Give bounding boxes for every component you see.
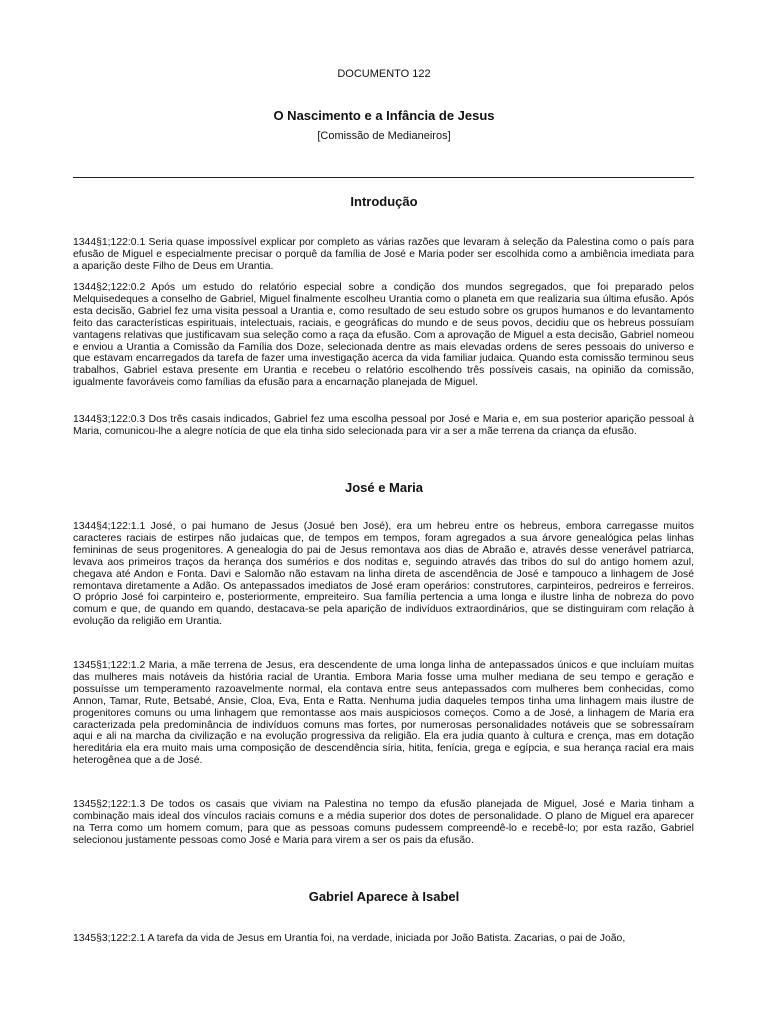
section-heading-introducao: Introdução — [350, 194, 418, 209]
paragraph: 1344§3;122:0.3 Dos três casais indicados, Gabriel fez uma escolha pessoal por José e Maria e, em sua posterior aparição pessoal à Maria, comunicou-lhe a alegre notícia de que ela tinha sido selecionada para vir a ser a mãe terrena da criança da efusão. — [73, 414, 694, 437]
document-number: DOCUMENTO 122 — [337, 68, 431, 80]
paragraph: 1344§2;122:0.2 Após um estudo do relatório especial sobre a condição dos mundos segregados, que foi preparado pelos Melquisedeques a conselho de Gabriel, Miguel finalmente escolheu Urantia como o planeta em que realizaria sua última efusão. Após esta decisão, Gabriel fez uma visita pessoal a Urantia e, como resultado de seu estudo sobre os grupos humanos e do levantamento feito das características espirituais, intelectuais, raciais, e geográficas do mundo e de seus povos, decidiu que os hebreus possuíam vantagens relativas que justificavam sua seleção como a raça da efusão. Com a aprovação de Miguel a esta decisão, Gabriel nomeou e enviou a Urantia a Comissão da Família dos Doze, selecionada dentre as mais elevadas ordens de seres pessoais do universo e que estavam encarregados da tarefa de fazer uma investigação acerca da vida familiar judaica. Quando esta comissão terminou seus trabalhos, Gabriel estava presente em Urantia e recebeu o relatório escolhendo três possíveis casais, na opinião da comissão, igualmente favoráveis como famílias da efusão para a encarnação planejada de Miguel. — [73, 282, 694, 389]
paragraph: 1345§3;122:2.1 A tarefa da vida de Jesus em Urantia foi, na verdade, iniciada por João Batista. Zacarias, o pai de João, — [73, 933, 626, 944]
horizontal-divider — [73, 177, 694, 178]
paragraph: 1344§1;122:0.1 Seria quase impossível explicar por completo as várias razões que levaram à seleção da Palestina como o país para efusão de Miguel e especialmente precisar o porquê da família de José e Maria poder ser escolhida como a ambiência imediata para a aparição deste Filho de Deus em Urantia. — [73, 237, 694, 272]
paragraph: 1345§1;122:1.2 Maria, a mãe terrena de Jesus, era descendente de uma longa linha de antepassados únicos e que incluíam muitas das mulheres mais notáveis da história racial de Urantia. Embora Maria fosse uma mulher mediana de seu tempo e geração e possuísse um temperamento razoavelmente normal, ela contava entre seus antepassados com mulheres bem conhecidas, como Annon, Tamar, Rute, Betsabé, Ansie, Cloa, Eva, Enta e Ratta. Nenhuma judia daqueles tempos tinha uma linhagem mais ilustre de progenitores comuns ou uma linhagem que remontasse aos mais auspiciosos começos. Como a de José, a linhagem de Maria era caracterizada pela predominância de indivíduos comuns mas fortes, por numerosas personalidades notáveis que se sobressaíram aqui e ali na marcha da civilização e na evolução progressiva da religião. Ela era judia quanto à cultura e crença, mas em dotação hereditária ela era muito mais uma composição de descendência síria, hitita, fenícia, grega e egípcia, e sua herança racial era mais heterogênea que a de José. — [73, 660, 694, 767]
paragraph: 1345§2;122:1.3 De todos os casais que viviam na Palestina no tempo da efusão planejada de Miguel, José e Maria tinham a combinação mais ideal dos vínculos raciais comuns e a média superior dos dotes de personalidade. O plano de Miguel era aparecer na Terra como um homem comum, para que as pessoas comuns pudessem compreendê-lo e recebê-lo; por esta razão, Gabriel selecionou justamente pessoas como José e Maria para virem a ser os pais da efusão. — [73, 799, 694, 846]
document-subtitle: [Comissão de Medianeiros] — [317, 130, 451, 142]
section-heading-jose-e-maria: José e Maria — [344, 480, 424, 495]
document-title: O Nascimento e a Infância de Jesus — [273, 108, 495, 123]
paragraph: 1344§4;122:1.1 José, o pai humano de Jesus (Josué ben José), era um hebreu entre os hebreus, embora carregasse muitos caracteres raciais de estirpes não judaicas que, de tempos em tempos, foram agregados a sua árvore genealógica pelas linhas femininas de seus progenitores. A genealogia do pai de Jesus remontava aos dias de Abraão e, através desse venerável patriarca, levava aos primeiros traços da herança dos sumérios e dos noditas e, seguindo através das tribos do sul do antigo homem azul, chegava até Andon e Fonta. Davi e Salomão não estavam na linha direta de ascendência de José e tampouco a linhagem de José remontava diretamente a Adão. Os antepassados imediatos de José eram operários: construtores, carpinteiros, pedreiros e ferreiros. O próprio José foi carpinteiro e, posteriormente, empreiteiro. Sua família pertencia a uma longa e ilustre linha de nobreza do povo comum e que, de quando em quando, destacava-se pela aparição de indivíduos extraordinários, que se distinguiram com relação à evolução da religião em Urantia. — [73, 521, 694, 628]
section-heading-gabriel-aparece: Gabriel Aparece à Isabel — [308, 889, 460, 904]
